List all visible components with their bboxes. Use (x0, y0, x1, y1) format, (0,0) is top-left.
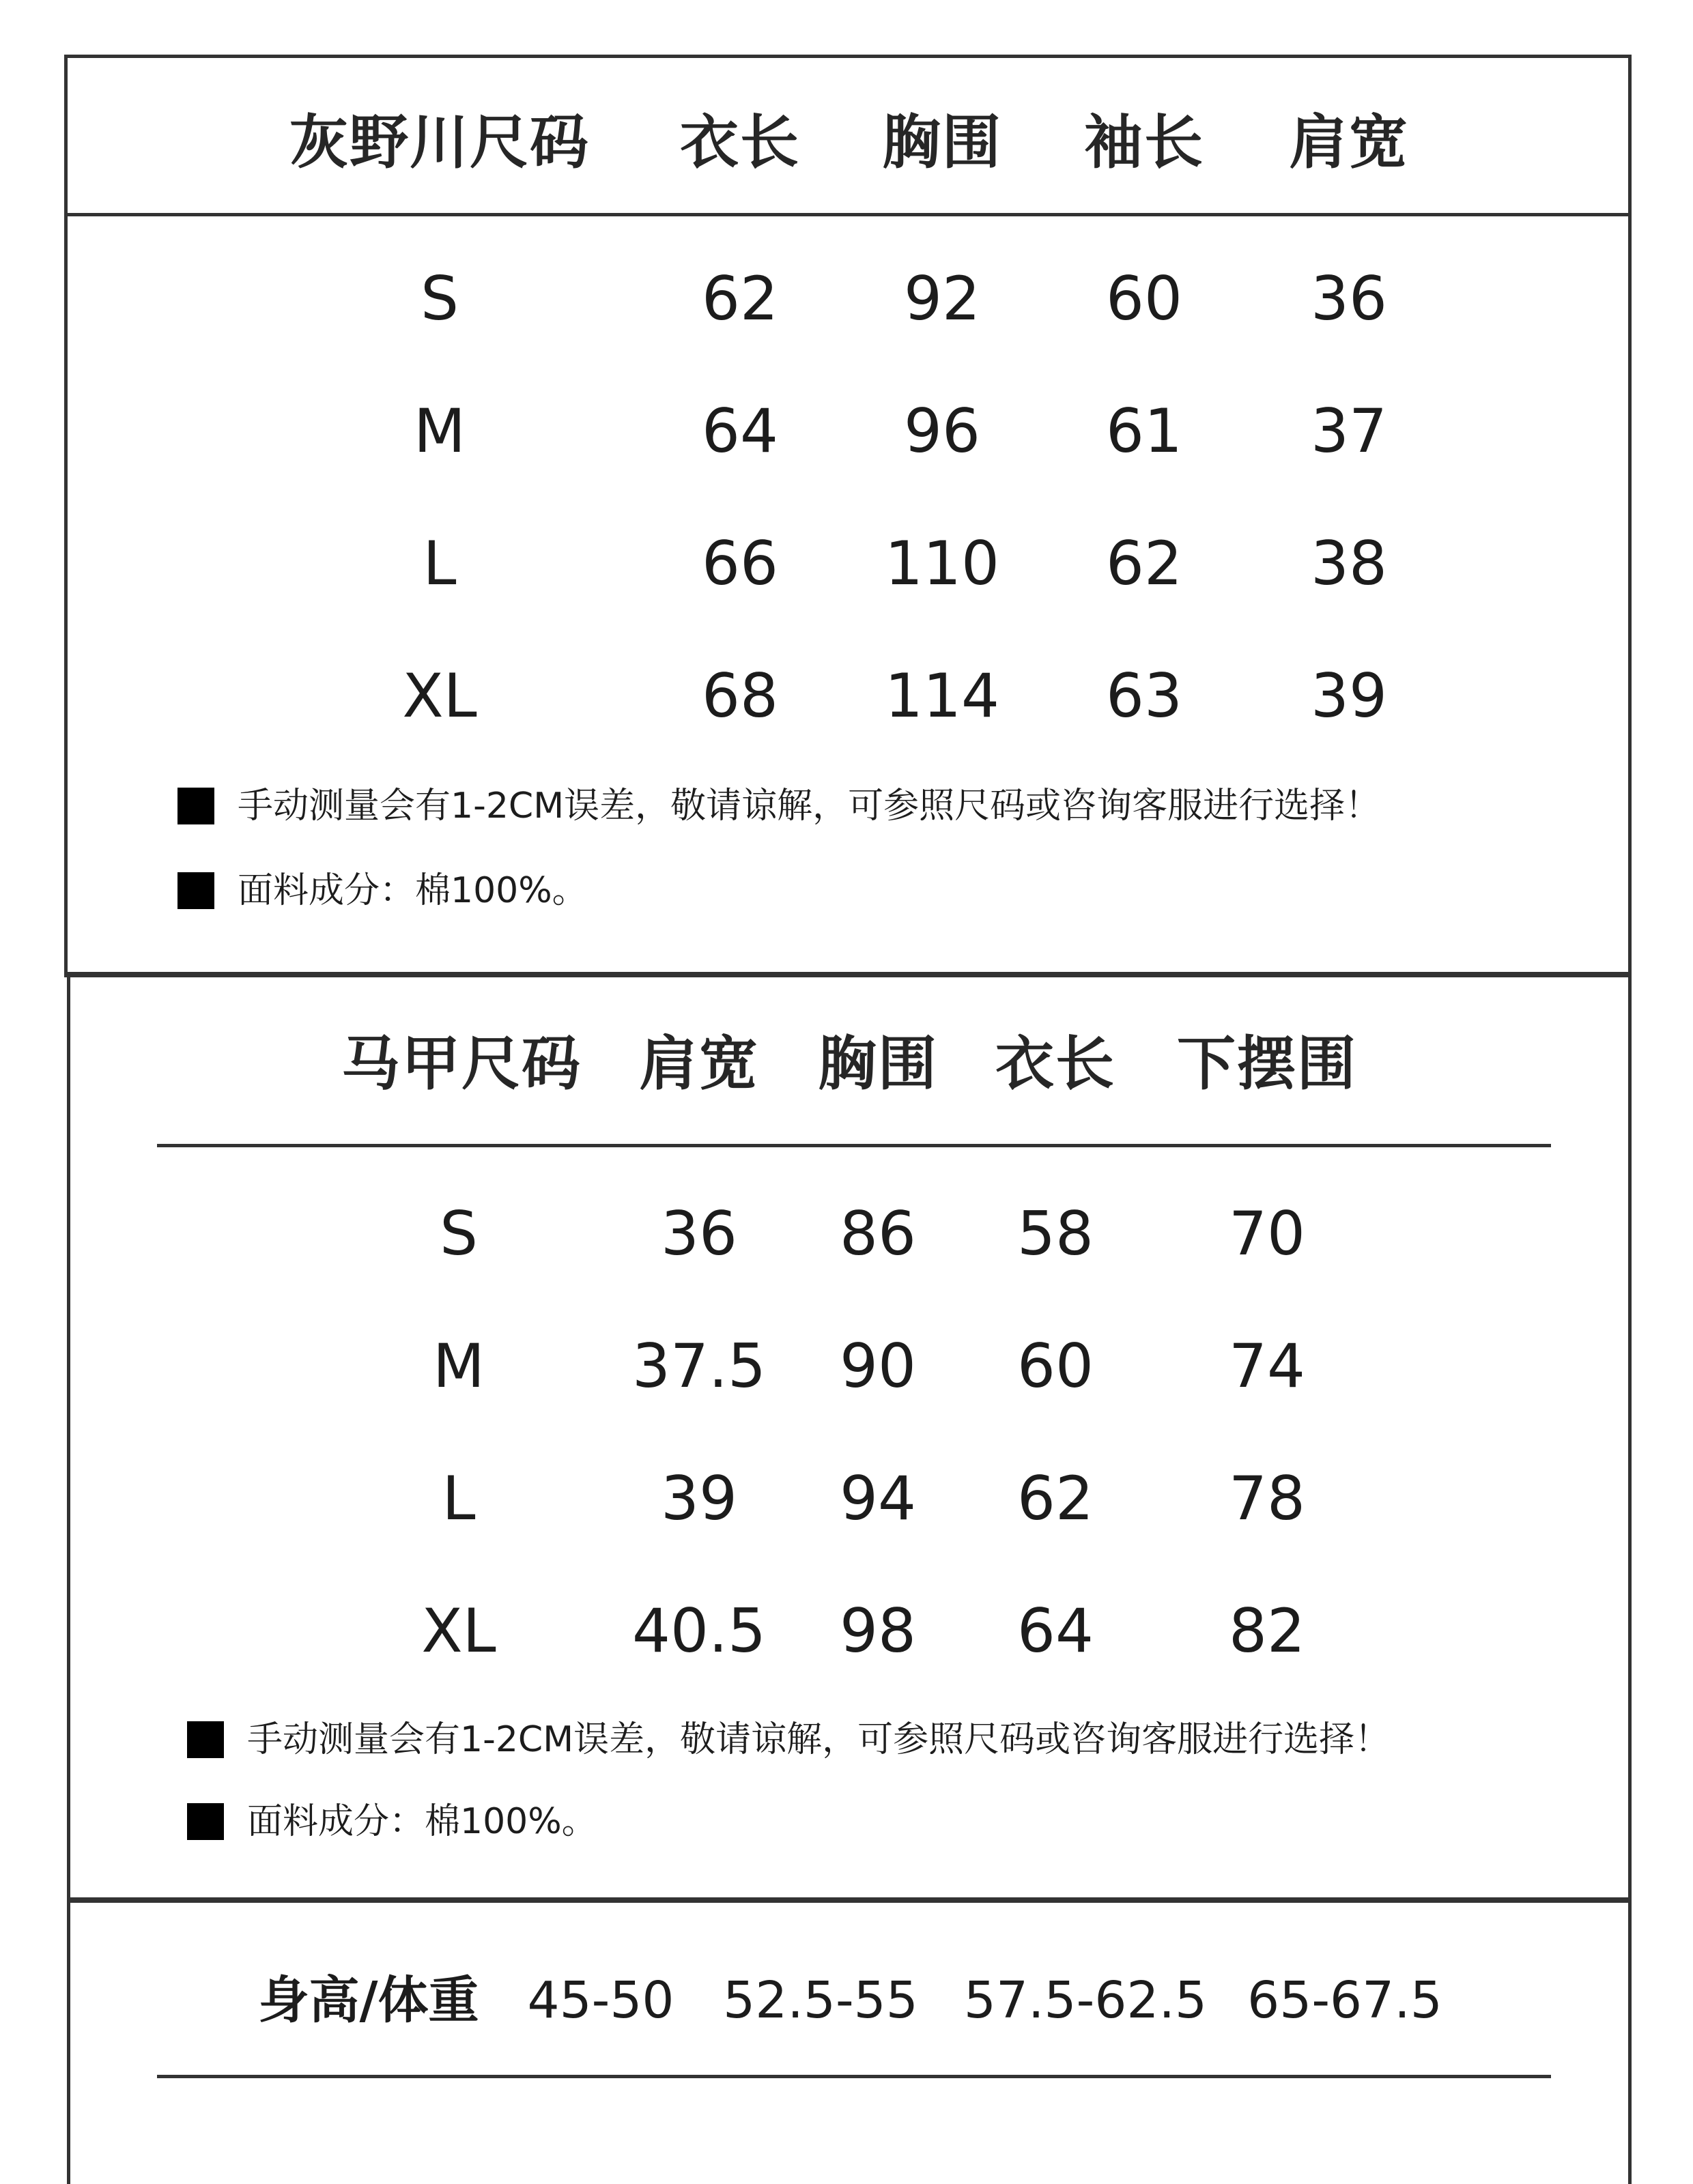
table-cell: 82 (1229, 1596, 1305, 1666)
size-table-frame-2 (67, 972, 1632, 1903)
header-sleeve: 袖长 (1084, 109, 1204, 177)
header-shoulder: 肩宽 (1289, 109, 1409, 177)
size-label: S (440, 1198, 478, 1269)
table-cell: 61 (1106, 396, 1182, 466)
table-cell: 63 (1106, 661, 1182, 731)
header-hem: 下摆围 (1177, 1030, 1357, 1098)
table-cell: 36 (661, 1198, 737, 1269)
table-cell: 68 (702, 661, 778, 731)
square-bullet-icon (187, 1803, 224, 1840)
table-cell: 37.5 (632, 1331, 766, 1401)
weight-range: 57.5-62.5 (963, 1971, 1208, 2030)
table-cell: 86 (840, 1198, 916, 1269)
size-table-frame-1 (64, 55, 1632, 977)
weight-range: 65-67.5 (1247, 1971, 1442, 2030)
table-cell: 62 (1106, 528, 1182, 599)
table-cell: 92 (904, 263, 980, 334)
square-bullet-icon (177, 788, 214, 824)
size-label: M (433, 1331, 485, 1401)
note-text: 面料成分：棉100%。 (238, 870, 588, 911)
size-label: S (421, 263, 459, 334)
note-measurement (177, 786, 1381, 827)
note-text: 面料成分：棉100%。 (247, 1801, 597, 1842)
header-length: 衣长 (995, 1030, 1115, 1098)
table-cell: 70 (1229, 1198, 1305, 1269)
header-chest: 胸围 (882, 109, 1002, 177)
table-cell: 110 (885, 528, 999, 599)
header-divider-3 (157, 2075, 1551, 2078)
size-label: L (423, 528, 457, 599)
table-cell: 37 (1311, 396, 1387, 466)
table-cell: 38 (1311, 528, 1387, 599)
table-cell: 90 (840, 1331, 916, 1401)
size-label: XL (402, 661, 477, 731)
header-chest: 胸围 (818, 1030, 938, 1098)
table-cell: 36 (1311, 263, 1387, 334)
note-fabric (187, 1803, 597, 1840)
table-cell: 114 (885, 661, 999, 731)
note-text: 手动测量会有1-2CM误差，敬请谅解，可参照尺码或咨询客服进行选择！ (247, 1719, 1391, 1760)
table-cell: 64 (1017, 1596, 1094, 1666)
table-cell: 62 (1017, 1463, 1094, 1534)
table-cell: 39 (1311, 661, 1387, 731)
square-bullet-icon (187, 1721, 224, 1758)
note-fabric (177, 872, 588, 909)
header-shoulder: 肩宽 (639, 1030, 759, 1098)
note-text: 手动测量会有1-2CM误差，敬请谅解，可参照尺码或咨询客服进行选择！ (238, 786, 1381, 827)
note-measurement (187, 1721, 1390, 1758)
table-cell: 40.5 (632, 1596, 766, 1666)
header-divider-2 (157, 1144, 1551, 1147)
header-height-weight: 身高/体重 (258, 1971, 479, 2030)
size-table-frame-3 (67, 1897, 1632, 2184)
table-cell: 62 (702, 263, 778, 334)
table-cell: 78 (1229, 1463, 1305, 1534)
weight-range: 45-50 (527, 1971, 674, 2030)
size-label: XL (421, 1596, 496, 1666)
square-bullet-icon (177, 872, 214, 909)
table-cell: 66 (702, 528, 778, 599)
table-cell: 58 (1017, 1198, 1094, 1269)
table-cell: 60 (1106, 263, 1182, 334)
table-cell: 98 (840, 1596, 916, 1666)
weight-range: 52.5-55 (723, 1971, 918, 2030)
table-cell: 64 (702, 396, 778, 466)
table-cell: 74 (1229, 1331, 1305, 1401)
table-cell: 39 (661, 1463, 737, 1534)
header-size: 马甲尺码 (341, 1030, 582, 1098)
header-divider-1 (64, 213, 1632, 216)
table-cell: 60 (1017, 1331, 1094, 1401)
size-label: L (442, 1463, 476, 1534)
table-cell: 96 (904, 396, 980, 466)
header-length: 衣长 (680, 109, 800, 177)
header-size: 灰野川尺码 (289, 109, 590, 177)
table-cell: 94 (840, 1463, 916, 1534)
size-label: M (414, 396, 466, 466)
